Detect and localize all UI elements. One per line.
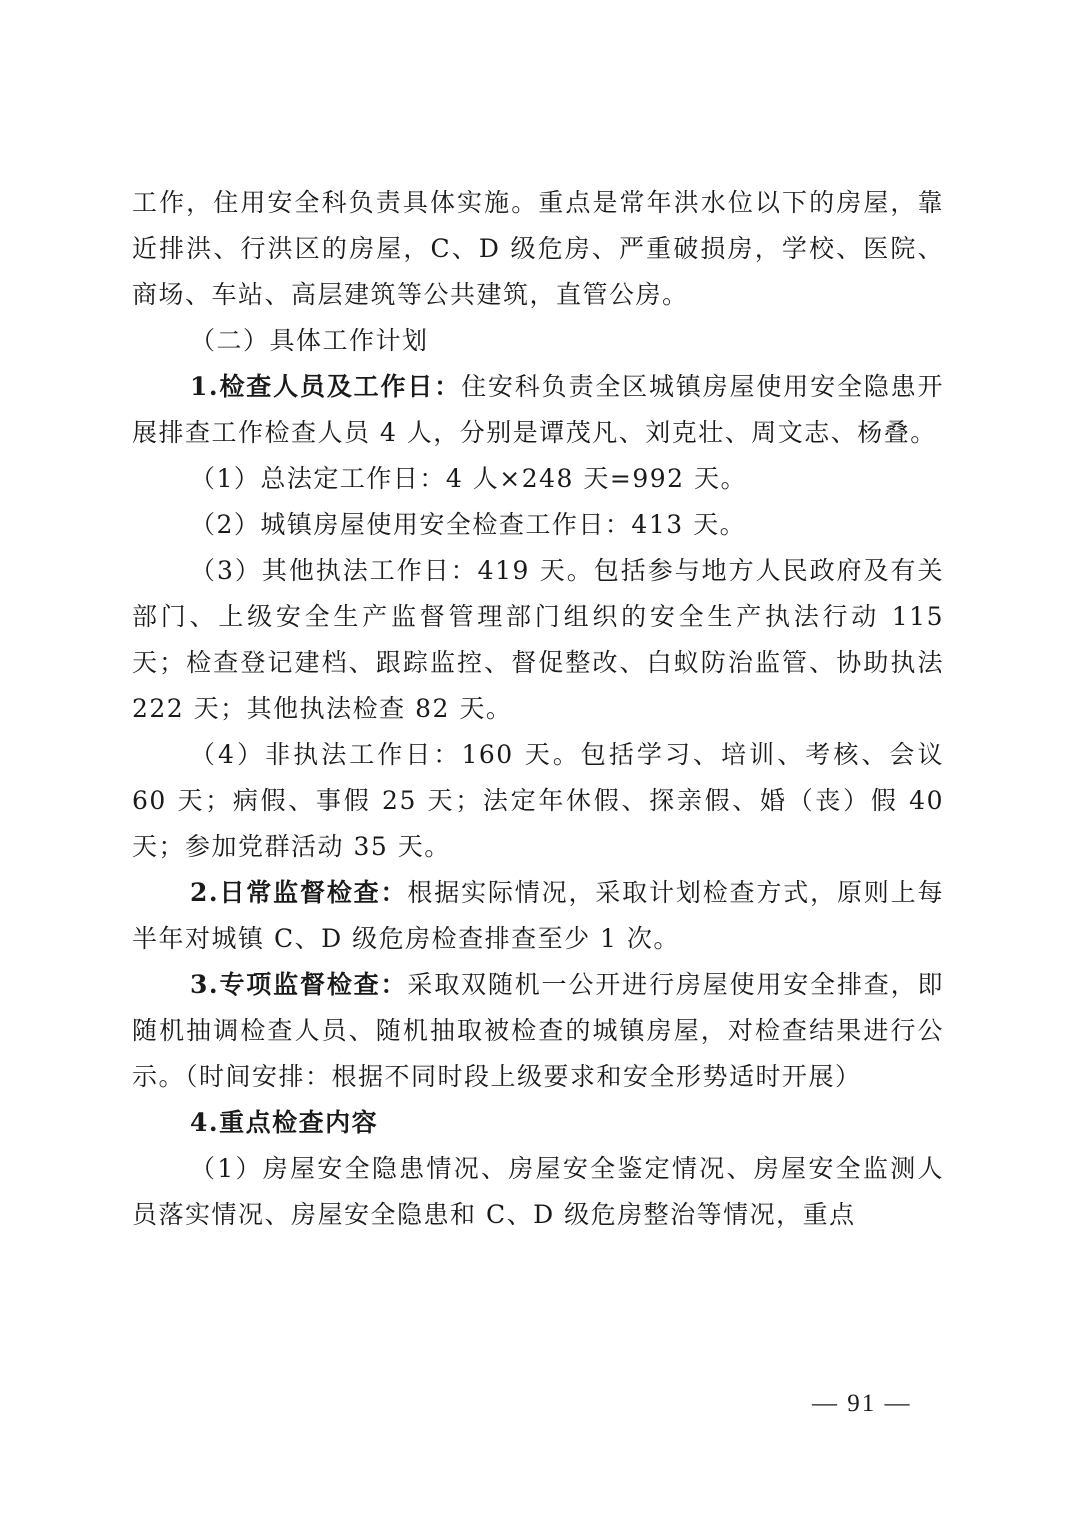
page-number: — 91 — [812, 1390, 912, 1417]
body-text [132, 180, 944, 1238]
paragraph-non-enforcement: （4）非执法工作日：160 天。包括学习、培训、考核、会议 60 天；病假、事假 25 天；法定年休假、探亲假、婚（丧）假 40 天；参加党群活动 35 天。 [132, 740, 944, 861]
paragraph-total-workdays: （1）总法定工作日：4 人×248 天=992 天。 [190, 464, 747, 493]
paragraph-key-content-1: （1）房屋安全隐患情况、房屋安全鉴定情况、房屋安全监测人员落实情况、房屋安全隐患和 C、D 级危房整治等情况，重点 [132, 1154, 944, 1229]
item-body: 采取双随机一公开进行房屋使用安全排查，即随机抽调检查人员、随机抽取被检查的城镇房屋，对检查结果进行公示。（时间安排：根据不同时段上级要求和安全形势适时开展） [132, 970, 944, 1091]
item-heading: 3.专项监督检查： [190, 970, 408, 999]
item-heading: 4.重点检查内容 [190, 1108, 379, 1137]
item-heading: 1.检查人员及工作日： [190, 372, 462, 401]
paragraph-inspection-workdays: （2）城镇房屋使用安全检查工作日：413 天。 [190, 510, 747, 539]
item-body: 住安科负责全区城镇房屋使用安全隐患开展排查工作检查人员 4 人，分别是谭茂凡、刘克壮、周文志、杨叠。 [132, 372, 944, 447]
item-body: 根据实际情况，采取计划检查方式，原则上每半年对城镇 C、D 级危房检查排查至少 1 次。 [132, 878, 944, 953]
paragraph-routine-inspection [132, 870, 944, 962]
paragraph-scope: 工作，住用安全科负责具体实施。重点是常年洪水位以下的房屋，靠近排洪、行洪区的房屋，C、D 级危房、严重破损房，学校、医院、商场、车站、高层建筑等公共建筑，直管公房。 [132, 188, 944, 309]
paragraph-special-inspection [132, 962, 944, 1100]
paragraph-key-content-heading [132, 1100, 944, 1146]
paragraph-inspectors [132, 364, 944, 456]
paragraph-other-enforcement: （3）其他执法工作日：419 天。包括参与地方人民政府及有关部门、上级安全生产监督管理部门组织的安全生产执法行动 115 天；检查登记建档、跟踪监控、督促整改、白蚁防治监管、协助执法 222 天；其他执法检查 82 天。 [132, 556, 944, 723]
section-heading: （二）具体工作计划 [190, 326, 429, 355]
item-heading: 2.日常监督检查： [190, 878, 408, 907]
